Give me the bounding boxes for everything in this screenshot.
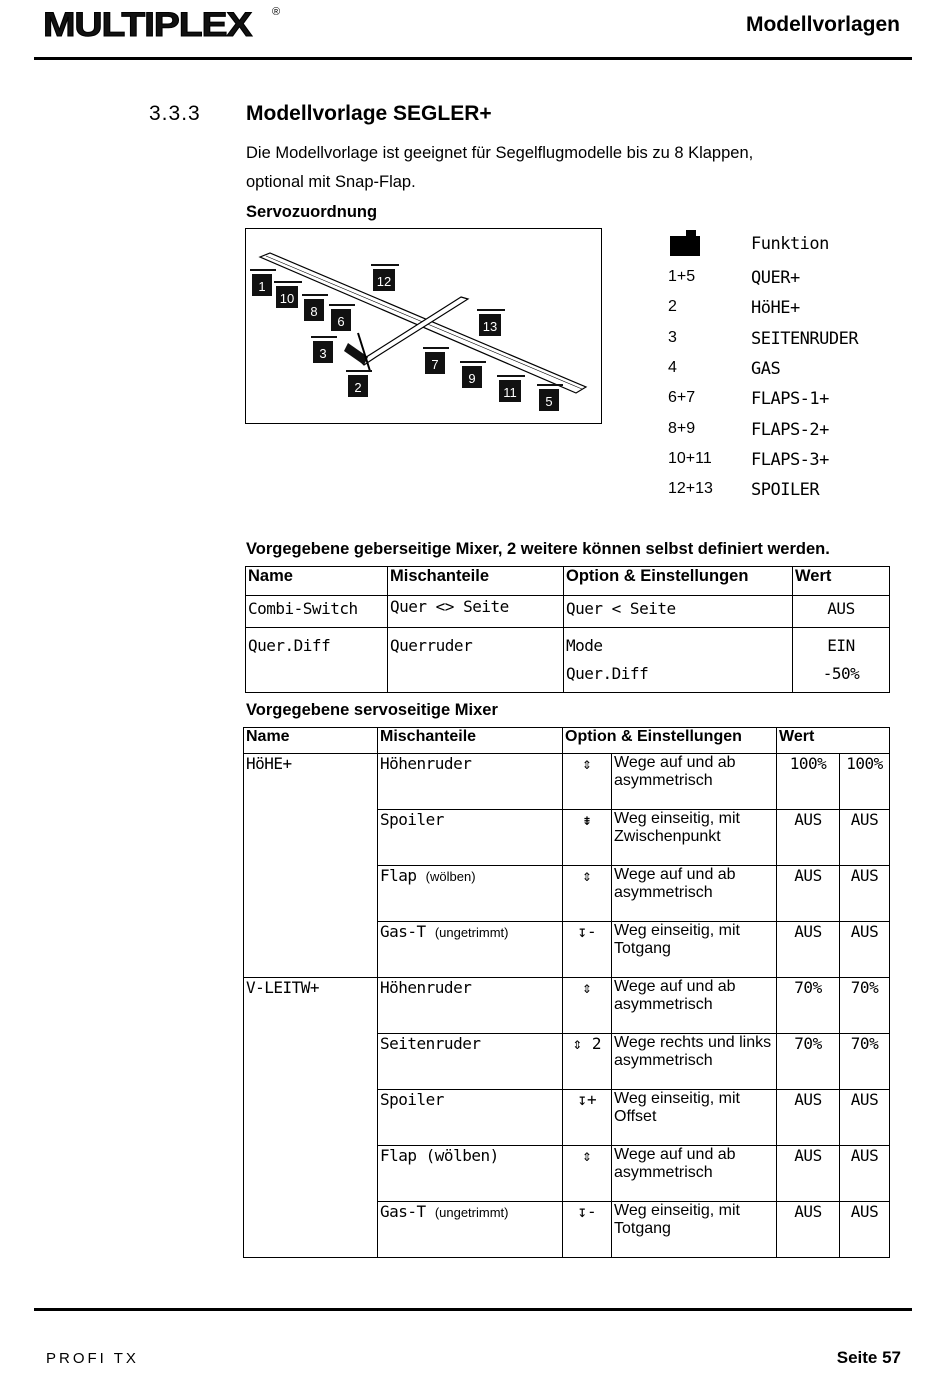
- servo-number: 1+5: [668, 268, 696, 285]
- mixer-parts: [378, 754, 563, 810]
- glider-servo-diagram: [245, 228, 602, 424]
- servo-label: 8: [310, 304, 318, 319]
- servo-label: 5: [545, 394, 553, 409]
- mixer-option: Quer.Diff: [564, 664, 793, 693]
- servo-number: 8+9: [668, 420, 696, 437]
- footer-rule: [34, 1308, 912, 1311]
- value-1: 70%: [777, 1034, 840, 1090]
- header-rule: [34, 57, 912, 60]
- mode-description: Wege auf und ab asymmetrisch: [612, 866, 777, 922]
- value-2: AUS: [840, 866, 890, 922]
- value-2: AUS: [840, 1090, 890, 1146]
- servo-number: 12+13: [668, 480, 713, 497]
- servo-badge: [250, 270, 276, 296]
- mixer-parts: [378, 978, 563, 1034]
- mode-icon: ↧-: [563, 1202, 612, 1258]
- col-mix: Mischanteile: [388, 567, 564, 596]
- mode-description: Weg einseitig, mit Zwischenpunkt: [612, 810, 777, 866]
- servo-heading: Servozuordnung: [246, 203, 378, 221]
- footer-product: PROFI TX: [46, 1350, 139, 1367]
- function-header: Funktion: [751, 234, 829, 254]
- servo-label: 9: [468, 371, 476, 386]
- function-name: GAS: [751, 359, 781, 379]
- mixer1-heading: Vorgegebene geberseitige Mixer, 2 weitere können selbst definiert werden.: [246, 540, 830, 558]
- mode-icon: ⇕: [563, 754, 612, 810]
- function-name: FLAPS-2+: [751, 420, 829, 440]
- servo-label: 6: [337, 314, 345, 329]
- col-value: Wert: [793, 567, 890, 596]
- mode-description: Weg einseitig, mit Totgang: [612, 922, 777, 978]
- value-2: AUS: [840, 1146, 890, 1202]
- function-name: SEITENRUDER: [751, 329, 859, 349]
- mixer-parts: [378, 1146, 563, 1202]
- registered-mark: ®: [272, 6, 281, 18]
- value-1: 100%: [777, 754, 840, 810]
- mode-icon: ⇕: [563, 1146, 612, 1202]
- servo-label: 10: [279, 291, 295, 306]
- intro-line-1: Die Modellvorlage ist geeignet für Segelflugmodelle bis zu 8 Klappen,: [246, 144, 754, 162]
- mix-label: Seitenruder: [380, 1034, 481, 1053]
- col-name: Name: [246, 567, 388, 596]
- mixer-value: AUS: [793, 596, 890, 628]
- col-mix: Mischanteile: [378, 728, 563, 754]
- mixer-parts: [378, 1090, 563, 1146]
- servo-icon: [668, 228, 702, 258]
- servo-number: 2: [668, 298, 677, 315]
- function-name: QUER+: [751, 268, 800, 288]
- mix-label: Flap: [380, 866, 417, 885]
- value-2: 70%: [840, 1034, 890, 1090]
- mixer-name: Combi-Switch: [246, 596, 388, 628]
- mix-note: (ungetrimmt): [434, 925, 509, 940]
- mixer-option: Mode: [564, 628, 793, 665]
- mixer-parts: [378, 810, 563, 866]
- mode-description: Wege auf und ab asymmetrisch: [612, 754, 777, 810]
- servo-number: 3: [668, 329, 677, 346]
- mixer-parts: [378, 1034, 563, 1090]
- mixer2-heading: Vorgegebene servoseitige Mixer: [246, 701, 498, 719]
- mixer-parts: [378, 1202, 563, 1258]
- mix-label: Spoiler: [380, 810, 444, 829]
- value-1: AUS: [777, 1202, 840, 1258]
- mixer-option: Quer < Seite: [564, 596, 793, 628]
- value-2: 70%: [840, 978, 890, 1034]
- mode-description: Weg einseitig, mit Offset: [612, 1090, 777, 1146]
- servo-label: 13: [482, 319, 498, 334]
- section-title: Modellvorlage SEGLER+: [246, 102, 492, 125]
- mix-label: Gas-T: [380, 922, 426, 941]
- mix-label: Flap (wölben): [380, 1146, 499, 1165]
- multiplex-logo: MULTIPLEX: [43, 6, 252, 44]
- value-1: AUS: [777, 866, 840, 922]
- mode-description: Wege auf und ab asymmetrisch: [612, 978, 777, 1034]
- mode-icon: ↧-: [563, 922, 612, 978]
- value-1: AUS: [777, 1146, 840, 1202]
- servo-label: 7: [431, 357, 439, 372]
- function-name: SPOILER: [751, 480, 820, 500]
- mix-label: Höhenruder: [380, 978, 472, 997]
- mode-description: Weg einseitig, mit Totgang: [612, 1202, 777, 1258]
- mixer1-table: [245, 566, 890, 693]
- servo-number: 4: [668, 359, 677, 376]
- mixer-name: Quer.Diff: [246, 628, 388, 693]
- col-value: Wert: [777, 728, 890, 754]
- mode-icon: ⇕: [563, 978, 612, 1034]
- value-1: AUS: [777, 810, 840, 866]
- servo-label: 11: [503, 385, 517, 400]
- mixer2-table: [243, 727, 890, 1258]
- mixer-name: HöHE+: [244, 754, 378, 978]
- col-option: Option & Einstellungen: [564, 567, 793, 596]
- value-2: AUS: [840, 922, 890, 978]
- value-1: AUS: [777, 922, 840, 978]
- mix-label: Gas-T: [380, 1202, 426, 1221]
- value-1: 70%: [777, 978, 840, 1034]
- intro-line-2: optional mit Snap-Flap.: [246, 173, 416, 191]
- glider-illustration: [246, 229, 601, 423]
- mixer-parts: Quer <> Seite: [388, 596, 564, 628]
- mode-icon: ⇕ 2: [563, 1034, 612, 1090]
- col-name: Name: [244, 728, 378, 754]
- servo-label: 12: [376, 274, 392, 289]
- mix-note: (ungetrimmt): [434, 1205, 509, 1220]
- mixer-parts: [378, 866, 563, 922]
- mixer-value: EIN: [793, 628, 890, 665]
- value-2: AUS: [840, 810, 890, 866]
- mix-label: Spoiler: [380, 1090, 444, 1109]
- mixer-parts: Querruder: [388, 628, 564, 693]
- servo-number: 10+11: [668, 450, 712, 467]
- value-2: AUS: [840, 1202, 890, 1258]
- mixer-value: -50%: [793, 664, 890, 693]
- mode-icon: ⇟: [563, 810, 612, 866]
- mixer-name: V-LEITW+: [244, 978, 378, 1258]
- mode-icon: ↧+: [563, 1090, 612, 1146]
- servo-label: 2: [354, 380, 362, 395]
- function-name: FLAPS-3+: [751, 450, 829, 470]
- function-name: FLAPS-1+: [751, 389, 829, 409]
- mode-description: Wege auf und ab asymmetrisch: [612, 1146, 777, 1202]
- col-option: Option & Einstellungen: [563, 728, 777, 754]
- servo-label: 1: [258, 279, 266, 294]
- value-1: AUS: [777, 1090, 840, 1146]
- mode-icon: ⇕: [563, 866, 612, 922]
- mix-label: Höhenruder: [380, 754, 472, 773]
- value-2: 100%: [840, 754, 890, 810]
- section-number: 3.3.3: [149, 102, 201, 125]
- section-header: Modellvorlagen: [745, 13, 900, 36]
- servo-label: 3: [319, 346, 327, 361]
- mode-description: Wege rechts und links asymmetrisch: [612, 1034, 777, 1090]
- mix-note: (wölben): [425, 869, 476, 884]
- mixer-parts: [378, 922, 563, 978]
- function-name: HöHE+: [751, 298, 800, 318]
- page-number: Seite 57: [836, 1348, 901, 1367]
- servo-number: 6+7: [668, 389, 696, 406]
